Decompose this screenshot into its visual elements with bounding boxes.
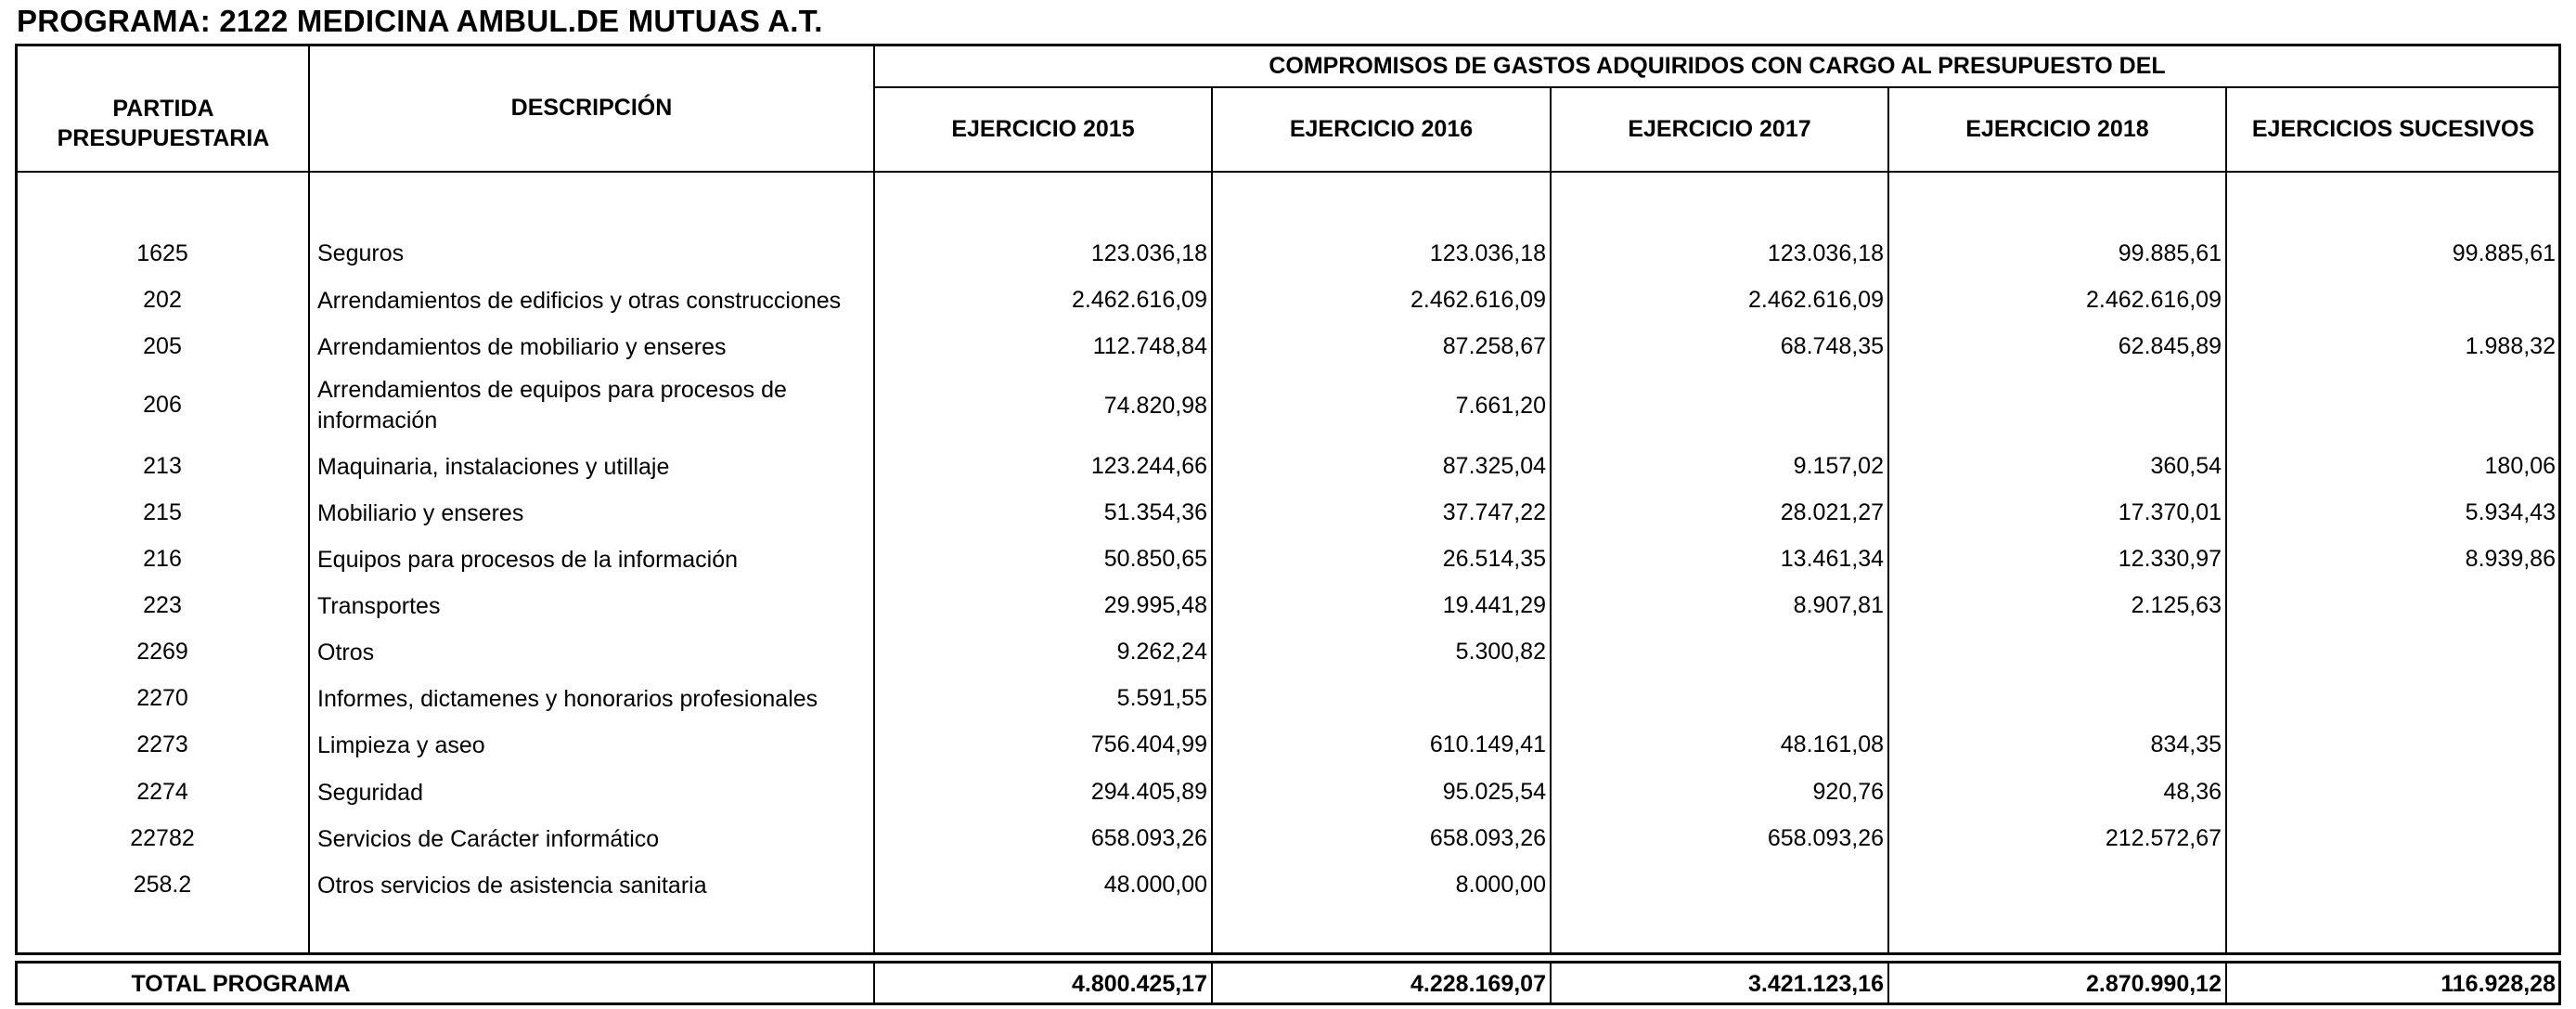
total-value-2018: 2.870.990,12 [2086,970,2222,997]
header-descripcion: DESCRIPCIÓN [510,95,673,121]
header-year-2017: EJERCICIO 2017 [1628,116,1811,142]
header-bottom-divider [17,171,2559,173]
row-value-sucesivos: 8.939,86 [2465,545,2556,572]
row-value-sucesivos [2227,869,2559,900]
row-value-sucesivos [2227,390,2559,421]
row-value-2015: 112.748,84 [1092,332,1207,359]
row-value-2018: 834,35 [2150,731,2222,757]
row-value-sucesivos [2227,284,2559,316]
row-value-sucesivos: 1.988,32 [2465,332,2556,359]
row-value-2017: 13.461,34 [1780,545,1884,572]
row-descripcion: Seguros [317,239,405,266]
row-value-2017: 2.462.616,09 [1748,286,1884,313]
row-value-2018 [1889,869,2225,900]
row-value-2015: 9.262,24 [1116,638,1207,665]
row-value-2017: 123.036,18 [1767,239,1884,266]
header-year-2015: EJERCICIO 2015 [951,116,1135,142]
row-value-sucesivos [2227,776,2559,808]
row-descripcion: Transportes [317,592,441,619]
row-value-2016: 87.325,04 [1442,452,1546,479]
row-value-2016: 123.036,18 [1429,239,1546,266]
row-partida: 223 [143,591,182,618]
row-value-2015: 756.404,99 [1090,731,1207,757]
row-value-2015: 123.036,18 [1090,239,1207,266]
row-value-2015: 294.405,89 [1090,778,1207,805]
row-descripcion: Arrendamientos de mobiliario y enseres [317,333,727,360]
row-value-2017: 9.157,02 [1793,452,1884,479]
row-value-2016 [1213,682,1550,714]
row-value-2017: 658.093,26 [1767,824,1884,851]
row-value-2016: 37.747,22 [1442,498,1546,525]
row-partida: 2270 [136,684,188,711]
row-partida: 2274 [136,778,188,805]
row-partida: 202 [143,286,182,313]
row-value-2018: 212.572,67 [2105,824,2222,851]
row-value-2015: 51.354,36 [1103,498,1207,525]
total-value-2016: 4.228.169,07 [1410,970,1546,997]
row-descripcion: Equipos para procesos de la información [317,546,739,573]
header-group: COMPROMISOS DE GASTOS ADQUIRIDOS CON CARGO AL PRESUPUESTO DEL [1269,52,2166,79]
row-partida: 2273 [136,731,188,757]
row-value-2015: 2.462.616,09 [1072,286,1207,313]
row-descripcion: Servicios de Carácter informático [317,825,660,852]
row-descripcion: Otros [317,639,375,666]
row-value-2016: 26.514,35 [1442,545,1546,572]
row-value-2018: 62.845,89 [2118,332,2222,359]
row-value-2015: 74.820,98 [1103,392,1207,419]
row-value-2018: 17.370,01 [2118,498,2222,525]
row-value-sucesivos [2227,822,2559,854]
row-descripcion: Arrendamientos de edificios y otras construcciones [317,287,842,314]
row-value-2017: 68.748,35 [1780,332,1884,359]
row-partida: 206 [143,391,182,418]
row-value-2015: 48.000,00 [1103,871,1207,898]
row-value-2017: 920,76 [1812,778,1884,805]
row-partida: 1625 [136,239,188,266]
row-value-sucesivos: 99.885,61 [2452,239,2556,266]
row-value-sucesivos [2227,682,2559,714]
total-value-2017: 3.421.123,16 [1748,970,1884,997]
row-value-2016: 2.462.616,09 [1410,286,1546,313]
total-value-sucesivos: 116.928,28 [2441,970,2556,997]
row-value-sucesivos [2227,589,2559,621]
row-descripcion: Otros servicios de asistencia sanitaria [317,872,707,899]
row-value-sucesivos: 5.934,43 [2465,498,2556,525]
row-value-2018 [1889,682,2225,714]
row-partida: 2269 [136,638,188,665]
header-years-sucesivos: EJERCICIOS SUCESIVOS [2251,116,2535,142]
row-value-2015: 29.995,48 [1103,591,1207,618]
total-value-2015: 4.800.425,17 [1072,970,1207,997]
row-value-2016: 95.025,54 [1442,778,1546,805]
row-descripcion: Limpieza y aseo [317,731,485,758]
row-partida: 213 [143,452,182,479]
row-value-2015: 50.850,65 [1103,545,1207,572]
row-value-2017 [1552,390,1887,421]
row-value-2018: 99.885,61 [2118,239,2222,266]
row-value-2016: 7.661,20 [1455,392,1546,419]
row-descripcion: Maquinaria, instalaciones y utillaje [317,453,670,480]
row-value-2015: 123.244,66 [1090,452,1207,479]
row-value-2017: 48.161,08 [1780,731,1884,757]
row-value-2018: 12.330,97 [2118,545,2222,572]
row-value-2015: 5.591,55 [1116,684,1207,711]
row-value-2017: 28.021,27 [1780,498,1884,525]
row-partida: 215 [143,498,182,525]
header-year-2016: EJERCICIO 2016 [1289,116,1474,142]
row-value-2016: 658.093,26 [1429,824,1546,851]
row-descripcion: Seguridad [317,779,423,806]
total-label: TOTAL PROGRAMA [131,970,351,997]
row-partida: 216 [143,545,182,572]
row-value-2016: 8.000,00 [1455,871,1546,898]
row-value-2016: 87.258,67 [1442,332,1546,359]
row-value-2016: 19.441,29 [1442,591,1546,618]
row-value-2016: 610.149,41 [1429,731,1546,757]
row-value-2018 [1889,636,2225,667]
row-value-2018: 2.462.616,09 [2086,286,2222,313]
row-value-sucesivos [2227,636,2559,667]
row-value-sucesivos [2227,729,2559,760]
program-title: PROGRAMA: 2122 MEDICINA AMBUL.DE MUTUAS A.T. [17,4,823,38]
row-value-2017 [1552,682,1887,714]
row-value-sucesivos: 180,06 [2484,452,2556,479]
header-partida: PARTIDA PRESUPUESTARIA [57,96,270,151]
row-value-2015: 658.093,26 [1090,824,1207,851]
row-value-2018 [1889,390,2225,421]
row-value-2018: 48,36 [2163,778,2222,805]
row-value-2017: 8.907,81 [1793,591,1884,618]
row-descripcion: Mobiliario y enseres [317,499,524,526]
row-partida: 258.2 [133,871,192,898]
row-descripcion: Arrendamientos de equipos para procesos de información [317,377,787,433]
header-year-2018: EJERCICIO 2018 [1965,116,2149,142]
row-value-2018: 2.125,63 [2131,591,2222,618]
row-value-2018: 360,54 [2150,452,2222,479]
row-value-2017 [1552,636,1887,667]
row-value-2016: 5.300,82 [1455,638,1546,665]
row-partida: 205 [143,332,182,359]
row-value-2017 [1552,869,1887,900]
row-descripcion: Informes, dictamenes y honorarios profesionales [317,685,818,712]
row-partida: 22782 [130,824,195,851]
